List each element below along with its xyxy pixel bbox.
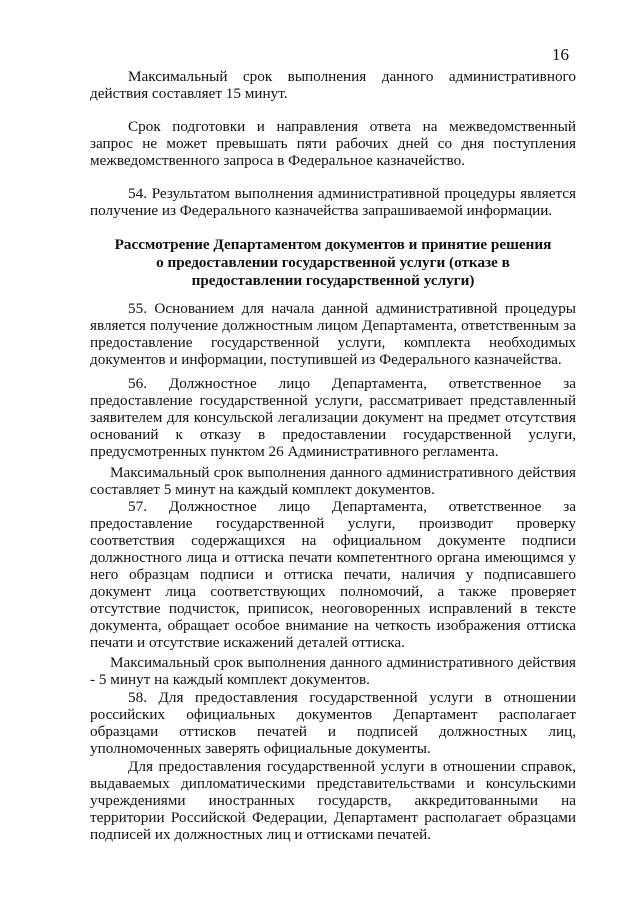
paragraph-55: 55. Основанием для начала данной административной процедуры является получение должностным лицом Департамента, ответственным за предоставление государственной услуги, комплекта необходимых документов и информации, поступившей из Федерального казначейства. bbox=[90, 300, 576, 368]
paragraph-58-certificates: Для предоставления государственной услуги в отношении справок, выдаваемых дипломатическими представительствами и консульскими учреждениями иностранных государств, аккредитованными на территории Российской Федерации, Департамент располагает образцами подписей их должностных лиц и оттисками печатей. bbox=[90, 758, 576, 843]
page-number: 16 bbox=[552, 45, 569, 64]
paragraph-58: 58. Для предоставления государственной услуги в отношении российских официальных документов Департамент располагает образцами оттисков печатей и подписей должностных лиц, уполномоченных заверять официальные документы. bbox=[90, 689, 576, 757]
paragraph-57-max-time: Максимальный срок выполнения данного административного действия - 5 минут на каждый комплект документов. bbox=[90, 654, 576, 688]
paragraph-56: 56. Должностное лицо Департамента, ответственное за предоставление государственной услуги, рассматривает представленный заявителем для консульской легализации документ на предмет отсутствия оснований к отказу в предоставлении государственной услуги, предусмотренных пунктом 26 Административного регламента. bbox=[90, 375, 576, 460]
paragraph-57: 57. Должностное лицо Департамента, ответственное за предоставление государственной услуги, производит проверку соответствия содержащихся на официальном документе подписи должностного лица и оттиска печати компетентного органа имеющимся у него образцам подписи и оттиска печати, наличия у подписавшего документ лица соответствующих полномочий, а также проверяет отсутствие подчисток, приписок, неоговоренных исправлений в тексте документа, обращает особое внимание на четкость изображения оттиска печати и отсутствие искажений деталей оттиска. bbox=[90, 498, 576, 651]
section-heading: Рассмотрение Департаментом документов и принятие решения о предоставлении государственной услуги (отказе в предоставлении государственной услуги) bbox=[114, 236, 552, 289]
paragraph-54: 54. Результатом выполнения административной процедуры является получение из Федерального казначейства запрашиваемой информации. bbox=[90, 185, 576, 219]
paragraph-56-max-time: Максимальный срок выполнения данного административного действия составляет 5 минут на каждый комплект документов. bbox=[90, 464, 576, 498]
paragraph-max-time-15: Максимальный срок выполнения данного административного действия составляет 15 минут. bbox=[90, 68, 576, 102]
paragraph-interagency-deadline: Срок подготовки и направления ответа на межведомственный запрос не может превышать пяти рабочих дней со дня поступления межведомственного запроса в Федеральное казначейство. bbox=[90, 118, 576, 169]
